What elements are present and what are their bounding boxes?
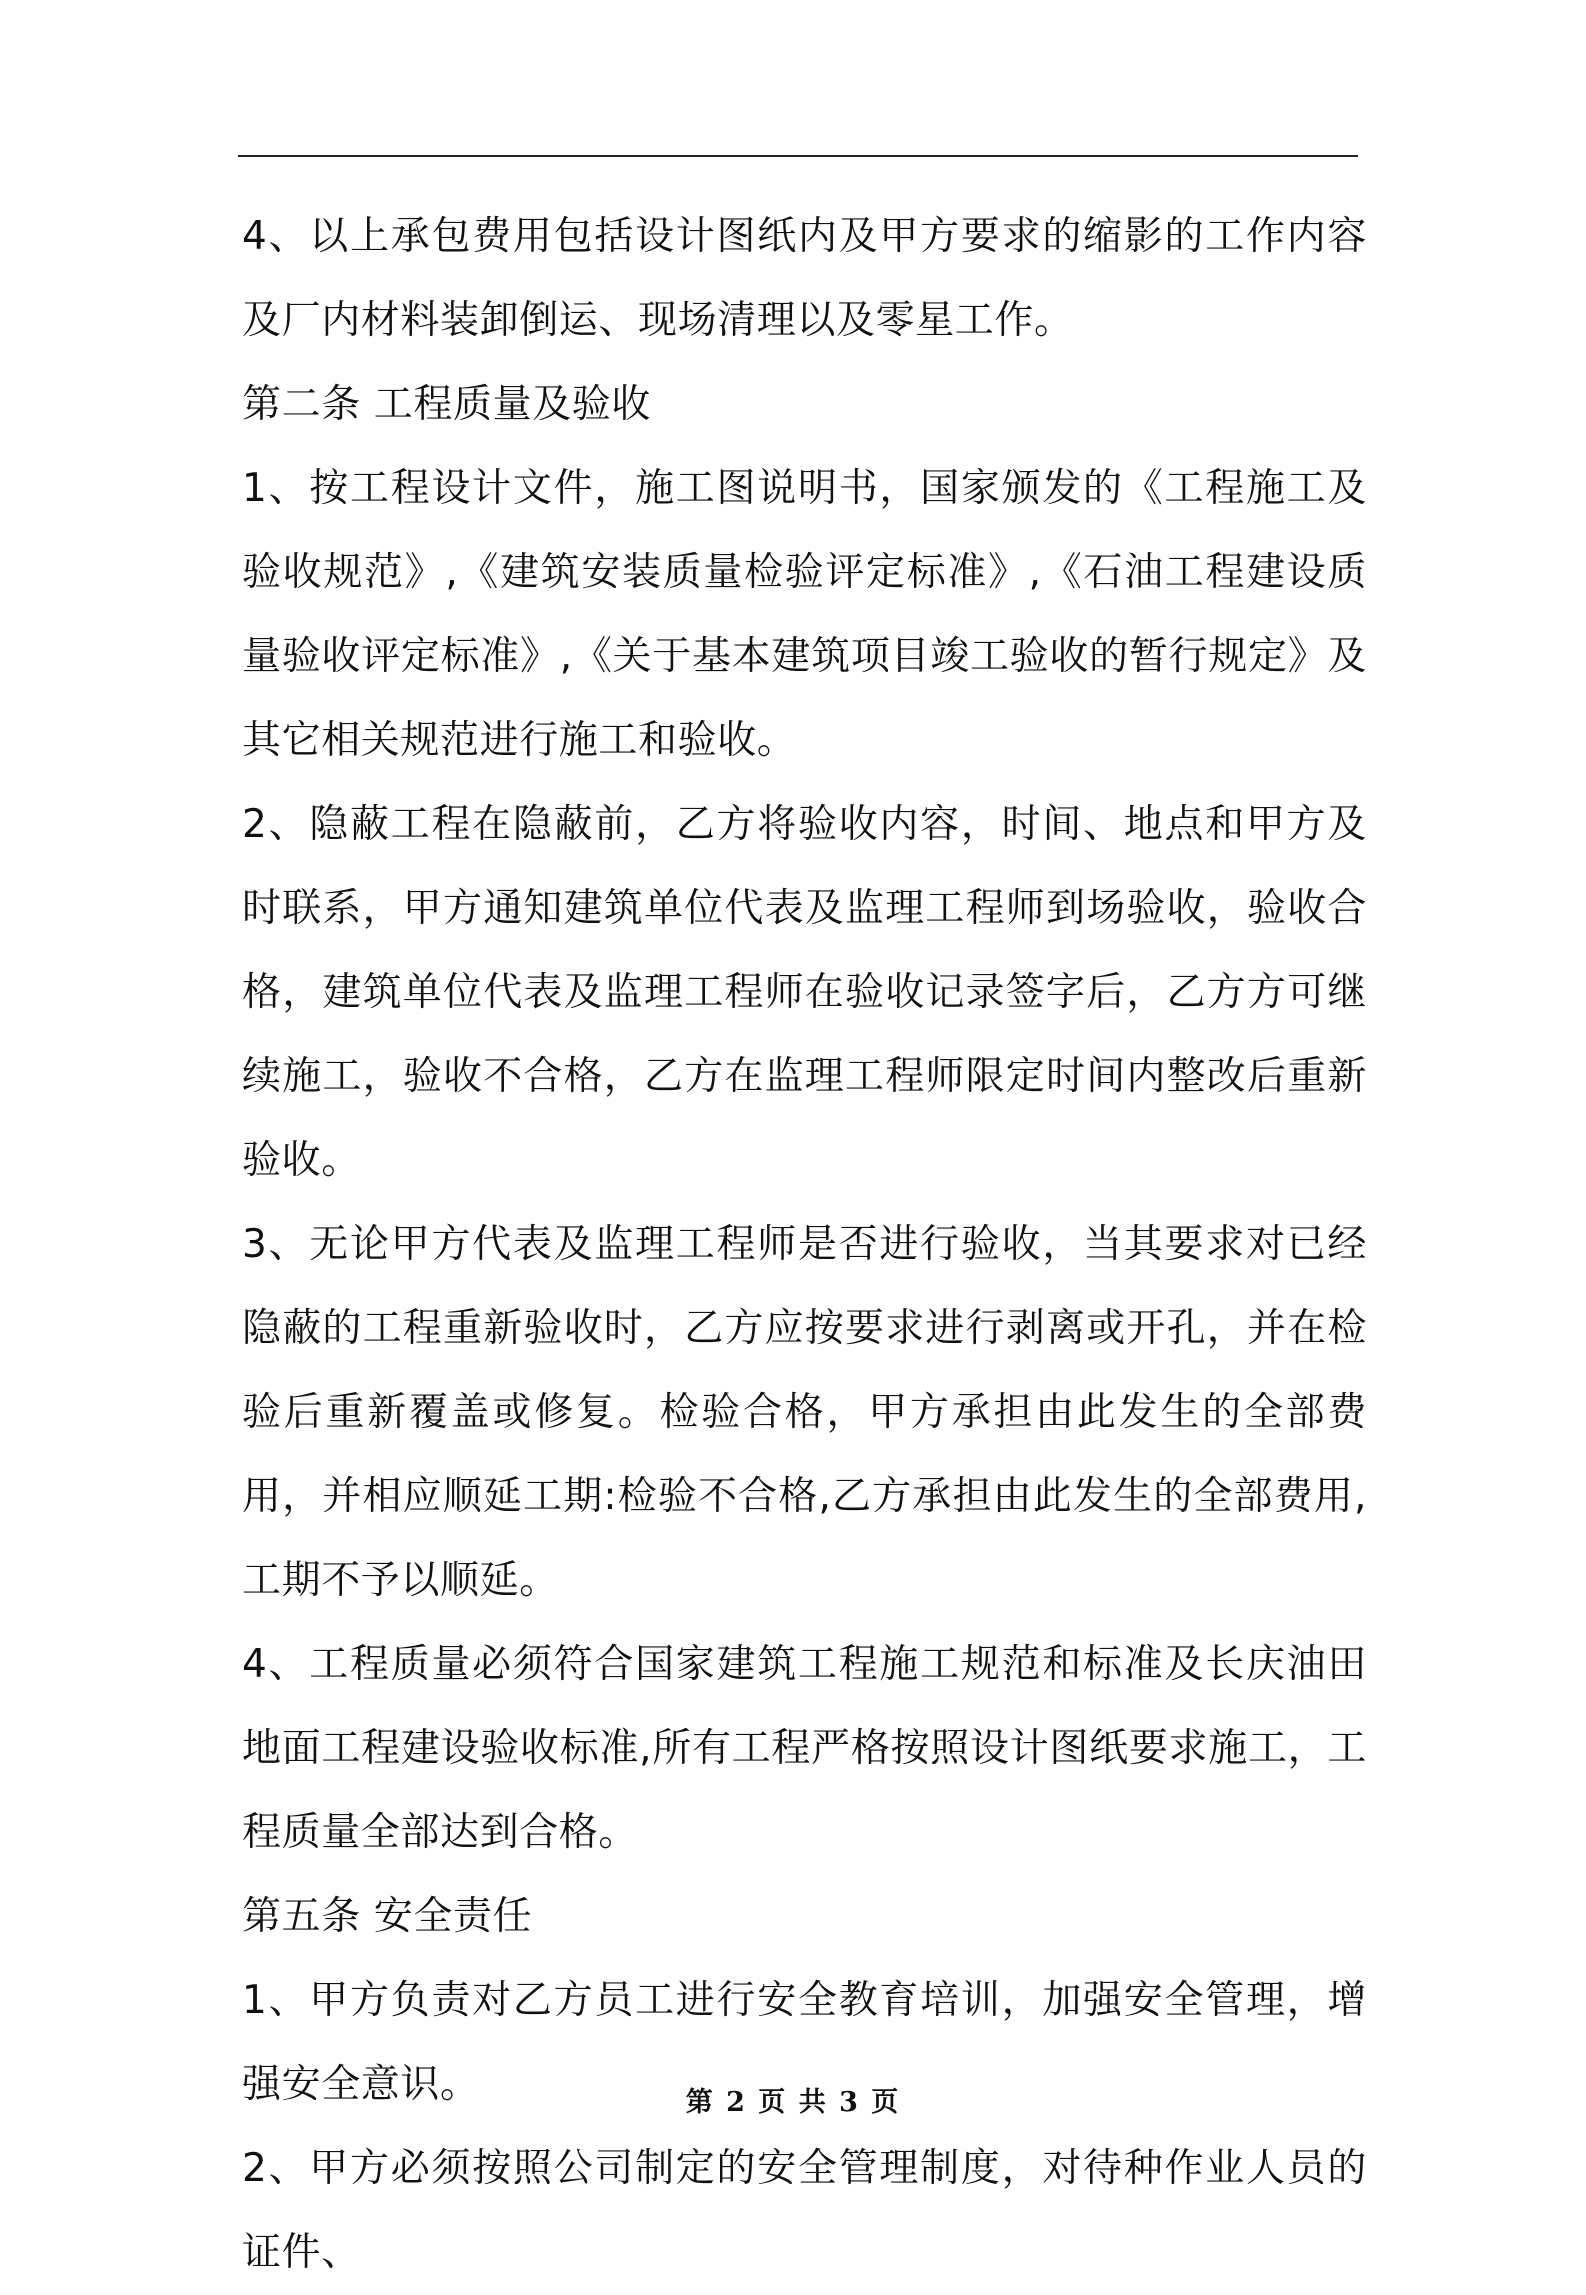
article-5-heading: 第五条 安全责任 (242, 1894, 533, 1939)
clause-2-concealed-works: 2、隐蔽工程在隐蔽前，乙方将验收内容，时间、地点和甲方及时联系，甲方通知建筑单位代表及监理工程师到场验收，验收合格，建筑单位代表及监理工程师在验收记录签字后，乙方方可继续施工，验收不合格，乙方在监理工程师限定时间内整改后重新验收。 (242, 802, 1367, 1183)
clause-2-safety-management: 2、甲方必须按照公司制定的安全管理制度，对待种作业人员的证件、 (242, 2146, 1367, 2275)
header-rule (238, 155, 1358, 157)
page-footer: 第 2 页 共 3 页 (685, 2087, 901, 2118)
clause-1-safety-training: 1、甲方负责对乙方员工进行安全教育培训，加强安全管理，增强安全意识。 (242, 1978, 1367, 2107)
clause-4-quality: 4、工程质量必须符合国家建筑工程施工规范和标准及长庆油田地面工程建设验收标准,所有工程严格按照设计图纸要求施工，工程质量全部达到合格。 (242, 1642, 1367, 1855)
article-2-heading: 第二条 工程质量及验收 (242, 382, 651, 427)
clause-3-reinspection: 3、无论甲方代表及监理工程师是否进行验收，当其要求对已经隐蔽的工程重新验收时，乙方应按要求进行剥离或开孔，并在检验后重新覆盖或修复。检验合格，甲方承担由此发生的全部费用，并相应顺延工期:检验不合格,乙方承担由此发生的全部费用,工期不予以顺延。 (242, 1222, 1367, 1603)
document-body (242, 195, 1367, 2295)
clause-4-fees: 4、以上承包费用包括设计图纸内及甲方要求的缩影的工作内容及厂内材料装卸倒运、现场清理以及零星工作。 (242, 214, 1367, 343)
clause-1-standards: 1、按工程设计文件，施工图说明书，国家颁发的《工程施工及验收规范》,《建筑安装质量检验评定标准》,《石油工程建设质量验收评定标准》,《关于基本建筑项目竣工验收的暂行规定》及其它相关规范进行施工和验收。 (242, 466, 1367, 763)
